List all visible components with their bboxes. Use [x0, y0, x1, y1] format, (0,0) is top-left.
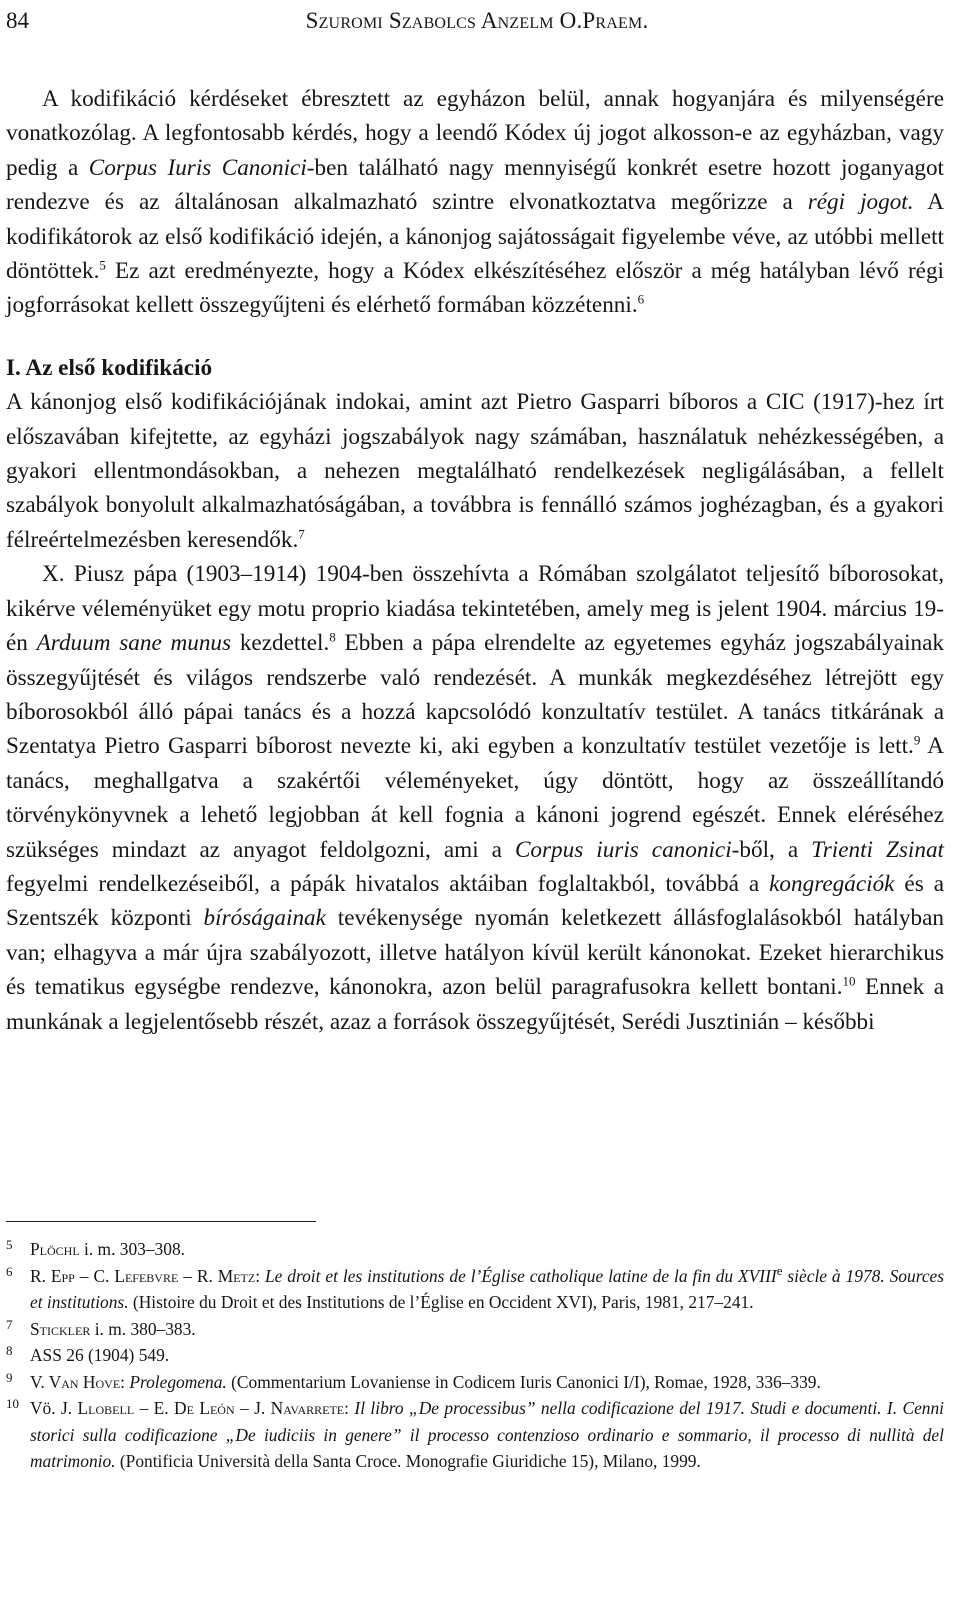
italic-run: Il libro „De processibus” nella codificazione del 1917. Studi e documenti. I. Cenni storici sulla codificazione „De iudiciis in genere” il processo contenzioso ordinario e sommario, il processo di nullità del matrimonio. — [30, 1398, 945, 1471]
text-run: i. m. 380–383. — [90, 1318, 196, 1339]
footnote-divider — [6, 1221, 316, 1222]
footnote-8 — [6, 1342, 944, 1369]
paragraph-2 — [6, 557, 944, 1039]
author-name: V. Van Hove — [30, 1371, 121, 1392]
text-run: A kánonjog első kodifikációjának indokai, amint azt Pietro Gasparri bíboros a CIC (1917)-hez írt előszavában kifejtette, az egyházi jogszabályok nagy számában, használatuk nehézkességében, a gyakori ellentmondásokban, a nehezen megtalálható rendelkezések negligálásában, a fellelt szabályok bonyolult alkalmazhatóságában, a továbbra is fennálló számos joghézagban, és a gyakori félreértelmezésben keresendők. — [6, 389, 944, 553]
author-name: Plöchl — [30, 1239, 80, 1259]
running-title: Szuromi Szabolcs Anzelm O.Praem. — [305, 8, 649, 33]
footnote-ref-8[interactable]: 8 — [329, 629, 336, 645]
italic-run: bíróságainak — [203, 905, 326, 932]
text-run: i. m. 303–308. — [79, 1239, 185, 1259]
author-name: J. Llobell — [61, 1398, 135, 1418]
footnote-number: 7 — [6, 1316, 13, 1332]
footnote-9 — [6, 1369, 944, 1396]
author-name: Stickler — [30, 1318, 91, 1339]
author-name: R. Epp — [30, 1265, 75, 1286]
footnote-number: 8 — [6, 1343, 13, 1358]
italic-run: Corpus Iuris Canonici — [88, 154, 307, 181]
spacer — [6, 323, 944, 351]
italic-run: siècle à 1978. Sources et institutions. — [30, 1265, 945, 1312]
separator: – — [74, 1265, 94, 1286]
separator: – — [234, 1398, 255, 1418]
separator: : — [344, 1398, 355, 1418]
author-name: E. De León — [153, 1398, 235, 1418]
superscript: e — [776, 1262, 783, 1278]
separator: : — [255, 1265, 265, 1286]
intro-paragraph — [6, 82, 944, 323]
text-run: A kodifikátorok az első kodifikáció idején, a kánonjog sajátosságait figyelembe véve, az utóbbi mellett döntöttek. — [6, 189, 944, 285]
running-head — [6, 6, 948, 36]
footnote-ref-9[interactable]: 9 — [913, 732, 921, 748]
italic-run: Le droit et les institutions de l’Église catholique latine de la fin du XVIII — [264, 1265, 777, 1286]
author-name: R. Metz — [196, 1265, 256, 1286]
italic-run: Prolegomena. — [129, 1371, 227, 1392]
separator: – — [178, 1265, 197, 1286]
footnote-10 — [6, 1395, 944, 1475]
italic-run: kongregációk — [769, 870, 895, 897]
text-run: fegyelmi rendelkezéseiből, a pápák hivatalos aktáiban foglaltakból, továbbá a — [6, 870, 770, 897]
main-text — [6, 82, 944, 1039]
italic-run: régi jogot. — [807, 189, 914, 216]
footnote-5 — [6, 1236, 944, 1263]
page-number: 84 — [6, 8, 29, 33]
separator: : — [120, 1371, 130, 1392]
footnote-ref-5[interactable]: 5 — [99, 257, 106, 273]
footnote-number: 9 — [6, 1369, 13, 1385]
separator: – — [134, 1398, 154, 1418]
paragraph-1 — [6, 385, 944, 557]
footnote-number: 6 — [6, 1263, 13, 1279]
footnotes — [6, 1236, 944, 1475]
text-run: Ebben a pápa elrendelte az egyetemes egyház jogszabályainak összegyűjtését és világos rendszerbe való rendezését. A munkák megkezdéséhez létrejött egy bíborosokból álló pápai tanács és a hozzá kapcsolódó konzultatív testület. A tanács titkárának a Szentatya Pietro Gasparri bíborost nevezte ki, aki egyben a konzultatív testület vezetője is lett. — [6, 630, 944, 760]
italic-run: Corpus iuris canonici — [514, 836, 732, 863]
footnote-6 — [6, 1263, 944, 1316]
text-run: (Histoire du Droit et des Institutions de l’Église en Occident XVI), Paris, 1981, 217–241. — [128, 1292, 754, 1312]
footnote-number: 5 — [6, 1237, 13, 1252]
text-run: Ennek a munkának a legjelentősebb részét, azaz a források összegyűjtését, Serédi Jusztinián – későbbi — [6, 974, 945, 1035]
text-run: X. Piusz pápa (1903–1914) 1904-ben összehívta a Rómában szolgálatot teljesítő bíborosokat, kikérve véleményüket egy motu proprio kiadása tekintetében, amely meg is jelent 1904. március 19-én — [6, 561, 944, 657]
text-run: Ez azt eredményezte, hogy a Kódex elkészítéséhez először a még hatályban lévő régi jogforrásokat kellett összegyűjteni és elérhető formában közzétenni. — [6, 258, 944, 319]
text-run: tevékenysége nyomán keletkezett állásfoglalásokból hatályban van; elhagyva a már újra szabályozott, illetve hatályon kívül került kánonokat. Ezeket hierarchikus és tematikus egységbe rendezve, kánonokra, azon belül paragrafusokra kellett bontani. — [6, 905, 944, 1001]
author-name: J. Navarrete — [254, 1398, 345, 1418]
text-run: ASS 26 (1904) 549. — [30, 1345, 170, 1365]
italic-run: Trienti Zsinat — [811, 836, 944, 863]
text-run: (Commentarium Lovaniense in Codicem Iuris Canonici I/I), Romae, 1928, 336–339. — [226, 1371, 821, 1392]
text-run: Vö. — [30, 1398, 62, 1418]
text-run: és a Szentszék központi — [6, 870, 945, 932]
footnote-7 — [6, 1316, 944, 1343]
text-run: kezdettel. — [231, 630, 330, 657]
footnote-ref-7[interactable]: 7 — [298, 526, 305, 542]
footnote-ref-10[interactable]: 10 — [842, 973, 856, 989]
text-run: A tanács, meghallgatva a szakértői véleményeket, úgy döntött, hogy az összeállítandó törvénykönyvnek a lehető legjobban át kell fognia a kánoni jogrend egészét. Ennek eléréséhez szükséges mindazt az anyagot feldolgozni, ami a — [6, 733, 944, 863]
text-run: (Pontificia Università della Santa Croce. Monografie Giuridiche 15), Milano, 1999. — [115, 1451, 701, 1471]
author-name: C. Lefebvre — [93, 1265, 179, 1286]
italic-run: Arduum sane munus — [36, 630, 232, 657]
text-run: A kodifikáció kérdéseket ébresztett az egyházon belül, annak hogyanjára és milyenségére vonatkozólag. A legfontosabb kérdés, hogy a leendő Kódex új jogot alkosson-e az egyházban, vagy pedig a — [6, 86, 944, 181]
section-heading: I. Az első kodifikáció — [6, 354, 213, 381]
footnote-number: 10 — [6, 1396, 19, 1411]
text-run: -ből, a — [731, 836, 812, 863]
footnote-ref-6[interactable]: 6 — [637, 291, 645, 307]
text-run: -ben található nagy mennyiségű konkrét esetre hozott joganyagot rendezve és az általánosan alkalmazható szintre elvonatkoztatva megőrizze a — [6, 154, 944, 216]
